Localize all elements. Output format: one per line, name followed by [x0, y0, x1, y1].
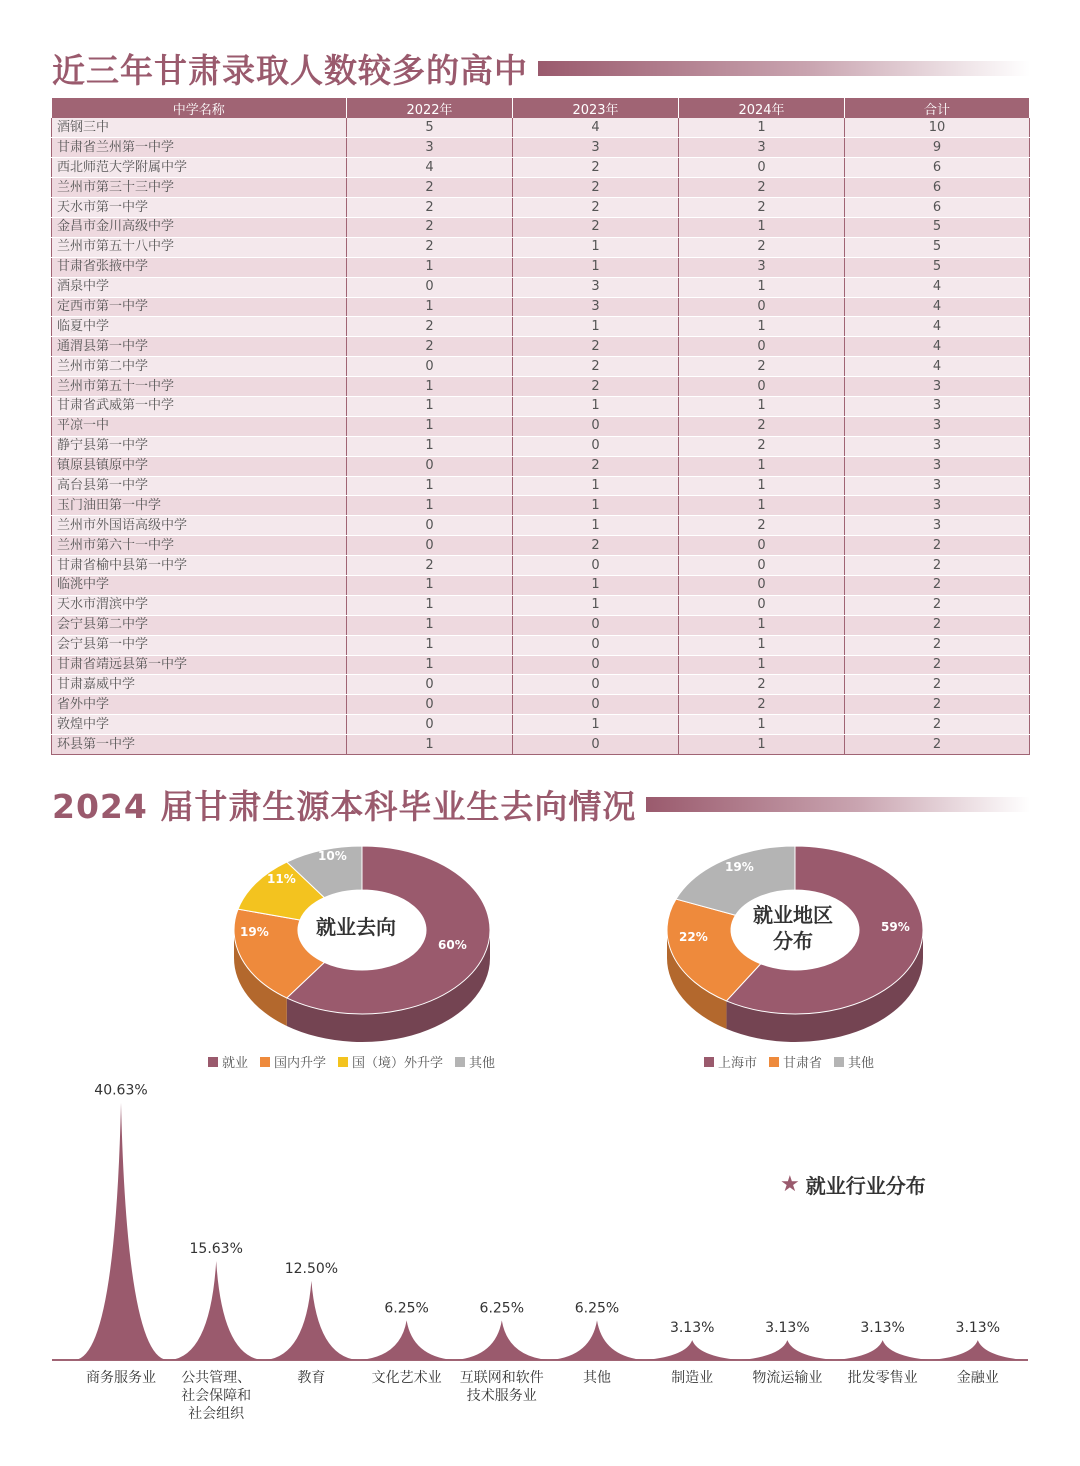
table-row — [52, 655, 1030, 675]
industry-chart-title — [780, 1170, 926, 1199]
count-cell: 4 — [845, 297, 1030, 317]
count-cell: 4 — [845, 317, 1030, 337]
table-row — [52, 377, 1030, 397]
industry-spike — [361, 1320, 453, 1360]
industry-spike — [170, 1261, 262, 1360]
industry-spike — [551, 1320, 643, 1360]
table-row — [52, 715, 1030, 735]
school-name-cell: 西北师范大学附属中学 — [52, 158, 347, 178]
count-cell: 4 — [845, 337, 1030, 357]
legend-label: 国内升学 — [274, 1056, 327, 1071]
school-name-cell: 天水市第一中学 — [52, 198, 347, 218]
industry-spike — [456, 1320, 548, 1360]
count-cell: 2 — [347, 237, 513, 257]
count-cell: 1 — [513, 396, 679, 416]
industry-category-label: 公共管理、 — [181, 1370, 252, 1386]
legend-label: 甘肃省 — [783, 1056, 823, 1071]
legend-swatch — [260, 1057, 270, 1067]
section-title-graduates — [52, 784, 1030, 824]
industry-spike — [741, 1340, 833, 1360]
count-cell: 4 — [845, 277, 1030, 297]
school-name-cell: 兰州市第二中学 — [52, 357, 347, 377]
count-cell: 3 — [845, 396, 1030, 416]
industry-category-label: 文化艺术业 — [371, 1370, 442, 1386]
industry-spike — [75, 1103, 167, 1360]
count-cell: 0 — [347, 715, 513, 735]
count-cell: 1 — [679, 277, 845, 297]
count-cell: 1 — [347, 377, 513, 397]
count-cell: 2 — [347, 217, 513, 237]
legend-label: 就业 — [222, 1056, 249, 1071]
count-cell: 3 — [845, 476, 1030, 496]
school-name-cell: 甘肃嘉威中学 — [52, 675, 347, 695]
slice-label-domestic-study: 19% — [240, 925, 269, 939]
donut-center-title: 就业去向 — [316, 915, 396, 939]
school-name-cell: 定西市第一中学 — [52, 297, 347, 317]
school-name-cell: 兰州市外国语高级中学 — [52, 516, 347, 536]
header-school-name: 中学名称 — [52, 98, 347, 118]
count-cell: 3 — [845, 436, 1030, 456]
donut-center-title — [729, 902, 857, 954]
count-cell: 0 — [347, 695, 513, 715]
industry-value-label: 3.13% — [860, 1320, 905, 1337]
count-cell: 1 — [513, 317, 679, 337]
count-cell: 2 — [513, 357, 679, 377]
legend-item-gansu — [769, 1052, 822, 1071]
count-cell: 0 — [347, 357, 513, 377]
count-cell: 1 — [347, 436, 513, 456]
count-cell: 1 — [513, 496, 679, 516]
employment-destination-donut — [222, 838, 502, 1048]
table-row — [52, 396, 1030, 416]
school-name-cell: 兰州市第五十八中学 — [52, 237, 347, 257]
count-cell: 0 — [347, 675, 513, 695]
table-row — [52, 615, 1030, 635]
count-cell: 1 — [347, 635, 513, 655]
table-row — [52, 277, 1030, 297]
school-name-cell: 兰州市第六十一中学 — [52, 536, 347, 556]
donut-legend-destination — [208, 1052, 495, 1071]
table-row — [52, 516, 1030, 536]
table-row — [52, 735, 1030, 755]
table-header-row — [52, 98, 1030, 118]
count-cell: 2 — [679, 237, 845, 257]
legend-label: 上海市 — [718, 1056, 758, 1071]
count-cell: 10 — [845, 118, 1030, 138]
count-cell: 2 — [679, 675, 845, 695]
count-cell: 6 — [845, 178, 1030, 198]
count-cell: 2 — [347, 198, 513, 218]
table-row — [52, 237, 1030, 257]
count-cell: 1 — [347, 476, 513, 496]
count-cell: 0 — [679, 556, 845, 576]
count-cell: 6 — [845, 158, 1030, 178]
count-cell: 0 — [513, 655, 679, 675]
count-cell: 2 — [679, 357, 845, 377]
count-cell: 6 — [845, 198, 1030, 218]
legend-item-domestic-study — [260, 1052, 326, 1071]
legend-swatch — [769, 1057, 779, 1067]
industry-category-label: 制造业 — [671, 1370, 714, 1386]
count-cell: 1 — [347, 396, 513, 416]
count-cell: 1 — [679, 655, 845, 675]
count-cell: 3 — [513, 277, 679, 297]
count-cell: 2 — [513, 337, 679, 357]
table-row — [52, 496, 1030, 516]
table-row — [52, 217, 1030, 237]
count-cell: 3 — [845, 377, 1030, 397]
slice-label-other: 10% — [318, 849, 347, 863]
school-name-cell: 玉门油田第一中学 — [52, 496, 347, 516]
industry-category-label: 社会组织 — [188, 1406, 245, 1422]
table-row — [52, 536, 1030, 556]
industry-value-label: 6.25% — [384, 1300, 429, 1317]
count-cell: 2 — [347, 317, 513, 337]
count-cell: 1 — [513, 575, 679, 595]
count-cell: 5 — [845, 237, 1030, 257]
count-cell: 0 — [513, 615, 679, 635]
count-cell: 1 — [347, 655, 513, 675]
school-name-cell: 会宁县第二中学 — [52, 615, 347, 635]
count-cell: 2 — [347, 556, 513, 576]
school-name-cell: 敦煌中学 — [52, 715, 347, 735]
count-cell: 4 — [347, 158, 513, 178]
slice-label-shanghai: 59% — [881, 920, 910, 934]
count-cell: 0 — [347, 277, 513, 297]
legend-label: 其他 — [469, 1056, 496, 1071]
count-cell: 3 — [679, 138, 845, 158]
count-cell: 2 — [679, 695, 845, 715]
table-row — [52, 357, 1030, 377]
table-row — [52, 416, 1030, 436]
count-cell: 1 — [679, 396, 845, 416]
legend-label: 其他 — [848, 1056, 875, 1071]
industry-value-label: 3.13% — [955, 1320, 1001, 1337]
slice-label-other: 19% — [725, 860, 754, 874]
school-name-cell: 临洮中学 — [52, 575, 347, 595]
industry-category-label: 社会保障和 — [181, 1388, 252, 1404]
table-row — [52, 595, 1030, 615]
industry-value-label: 6.25% — [479, 1300, 525, 1317]
count-cell: 5 — [845, 217, 1030, 237]
table-row — [52, 635, 1030, 655]
header-2024: 2024年 — [679, 98, 845, 118]
industry-value-label: 3.13% — [765, 1320, 810, 1337]
count-cell: 3 — [845, 416, 1030, 436]
count-cell: 2 — [513, 198, 679, 218]
count-cell: 2 — [845, 695, 1030, 715]
table-row — [52, 317, 1030, 337]
count-cell: 2 — [679, 436, 845, 456]
table-row — [52, 456, 1030, 476]
count-cell: 1 — [347, 496, 513, 516]
table-row — [52, 178, 1030, 198]
school-name-cell: 甘肃省榆中县第一中学 — [52, 556, 347, 576]
count-cell: 3 — [347, 138, 513, 158]
count-cell: 0 — [679, 377, 845, 397]
count-cell: 1 — [679, 317, 845, 337]
count-cell: 1 — [347, 735, 513, 755]
count-cell: 0 — [679, 536, 845, 556]
count-cell: 2 — [845, 715, 1030, 735]
count-cell: 1 — [513, 257, 679, 277]
school-name-cell: 甘肃省兰州第一中学 — [52, 138, 347, 158]
school-name-cell: 天水市渭滨中学 — [52, 595, 347, 615]
school-name-cell: 高台县第一中学 — [52, 476, 347, 496]
industry-category-label: 商务服务业 — [86, 1370, 156, 1386]
count-cell: 1 — [347, 257, 513, 277]
section-title-text: 近三年甘肃录取人数较多的高中 — [52, 50, 528, 90]
count-cell: 0 — [513, 735, 679, 755]
count-cell: 0 — [347, 516, 513, 536]
legend-swatch — [208, 1057, 218, 1067]
industry-category-label: 批发零售业 — [847, 1370, 918, 1386]
table-row — [52, 556, 1030, 576]
star-icon: ★ — [780, 1172, 800, 1197]
count-cell: 3 — [513, 297, 679, 317]
count-cell: 9 — [845, 138, 1030, 158]
count-cell: 0 — [513, 695, 679, 715]
count-cell: 2 — [845, 595, 1030, 615]
count-cell: 1 — [679, 476, 845, 496]
high-school-admission-table — [51, 98, 1030, 755]
donut-center-line: 分布 — [773, 929, 813, 953]
industry-category-label: 物流运输业 — [752, 1370, 823, 1386]
school-name-cell: 平凉一中 — [52, 416, 347, 436]
legend-swatch — [455, 1057, 465, 1067]
count-cell: 2 — [679, 198, 845, 218]
count-cell: 1 — [347, 575, 513, 595]
industry-chart-title-text: 就业行业分布 — [805, 1174, 926, 1198]
count-cell: 0 — [679, 297, 845, 317]
count-cell: 2 — [845, 635, 1030, 655]
legend-item-other — [834, 1052, 874, 1071]
count-cell: 2 — [845, 735, 1030, 755]
school-name-cell: 甘肃省武威第一中学 — [52, 396, 347, 416]
header-2022: 2022年 — [347, 98, 513, 118]
count-cell: 0 — [347, 536, 513, 556]
count-cell: 2 — [845, 536, 1030, 556]
school-name-cell: 会宁县第一中学 — [52, 635, 347, 655]
legend-item-other — [455, 1052, 495, 1071]
industry-spike — [837, 1340, 929, 1360]
school-name-cell: 镇原县镇原中学 — [52, 456, 347, 476]
count-cell: 1 — [347, 416, 513, 436]
industry-category-label: 互联网和软件 — [459, 1370, 544, 1386]
header-total: 合计 — [845, 98, 1030, 118]
school-name-cell: 临夏中学 — [52, 317, 347, 337]
count-cell: 1 — [513, 715, 679, 735]
count-cell: 4 — [513, 118, 679, 138]
count-cell: 1 — [347, 595, 513, 615]
table-row — [52, 257, 1030, 277]
count-cell: 1 — [679, 456, 845, 476]
count-cell: 3 — [845, 516, 1030, 536]
count-cell: 2 — [845, 655, 1030, 675]
school-name-cell: 酒泉中学 — [52, 277, 347, 297]
donut-legend-region — [704, 1052, 874, 1071]
count-cell: 0 — [513, 416, 679, 436]
count-cell: 1 — [679, 715, 845, 735]
table-row — [52, 118, 1030, 138]
table-row — [52, 198, 1030, 218]
count-cell: 1 — [679, 217, 845, 237]
table-row — [52, 436, 1030, 456]
table-row — [52, 476, 1030, 496]
employment-region-donut — [655, 838, 935, 1048]
count-cell: 0 — [513, 436, 679, 456]
table-row — [52, 695, 1030, 715]
table-body — [52, 118, 1030, 755]
count-cell: 0 — [347, 456, 513, 476]
industry-value-label: 3.13% — [669, 1320, 715, 1337]
count-cell: 4 — [845, 357, 1030, 377]
school-name-cell: 环县第一中学 — [52, 735, 347, 755]
industry-spike — [932, 1340, 1024, 1360]
legend-swatch — [834, 1057, 844, 1067]
slice-label-employment: 60% — [438, 938, 467, 952]
industry-category-label: 技术服务业 — [466, 1388, 537, 1404]
count-cell: 3 — [513, 138, 679, 158]
table-row — [52, 675, 1030, 695]
count-cell: 1 — [679, 635, 845, 655]
legend-item-employment — [208, 1052, 248, 1071]
count-cell: 5 — [347, 118, 513, 138]
count-cell: 1 — [513, 595, 679, 615]
school-name-cell: 酒钢三中 — [52, 118, 347, 138]
donut-center-line: 就业地区 — [753, 903, 833, 927]
school-name-cell: 兰州市第三十三中学 — [52, 178, 347, 198]
title-decor-bar — [538, 61, 1030, 76]
table-row — [52, 138, 1030, 158]
count-cell: 2 — [513, 377, 679, 397]
count-cell: 1 — [679, 615, 845, 635]
count-cell: 2 — [679, 178, 845, 198]
industry-category-label: 金融业 — [956, 1370, 999, 1386]
count-cell: 2 — [679, 516, 845, 536]
industry-distribution-chart — [0, 1070, 1080, 1460]
school-name-cell: 静宁县第一中学 — [52, 436, 347, 456]
table-row — [52, 297, 1030, 317]
industry-spike — [646, 1340, 738, 1360]
count-cell: 1 — [513, 476, 679, 496]
count-cell: 0 — [513, 635, 679, 655]
count-cell: 0 — [679, 337, 845, 357]
school-name-cell: 兰州市第五十一中学 — [52, 377, 347, 397]
count-cell: 1 — [513, 237, 679, 257]
count-cell: 1 — [347, 297, 513, 317]
industry-value-label: 15.63% — [189, 1241, 243, 1258]
count-cell: 2 — [845, 675, 1030, 695]
count-cell: 2 — [347, 337, 513, 357]
count-cell: 2 — [513, 178, 679, 198]
school-name-cell: 通渭县第一中学 — [52, 337, 347, 357]
count-cell: 2 — [513, 217, 679, 237]
count-cell: 0 — [679, 595, 845, 615]
count-cell: 1 — [347, 615, 513, 635]
count-cell: 3 — [845, 496, 1030, 516]
table-row — [52, 575, 1030, 595]
count-cell: 3 — [845, 456, 1030, 476]
legend-item-shanghai — [704, 1052, 757, 1071]
count-cell: 1 — [513, 516, 679, 536]
title-decor-bar — [646, 797, 1030, 812]
table-row — [52, 337, 1030, 357]
legend-label: 国（境）外升学 — [352, 1056, 444, 1071]
industry-spike — [265, 1281, 357, 1360]
count-cell: 2 — [347, 178, 513, 198]
count-cell: 1 — [679, 735, 845, 755]
count-cell: 0 — [679, 575, 845, 595]
school-name-cell: 甘肃省靖远县第一中学 — [52, 655, 347, 675]
school-name-cell: 金昌市金川高级中学 — [52, 217, 347, 237]
count-cell: 2 — [845, 556, 1030, 576]
slice-label-gansu: 22% — [679, 930, 708, 944]
section-title-high-schools — [52, 48, 1030, 88]
industry-category-label: 教育 — [297, 1370, 326, 1386]
slice-label-overseas-study: 11% — [267, 872, 296, 886]
count-cell: 1 — [679, 496, 845, 516]
count-cell: 0 — [679, 158, 845, 178]
count-cell: 0 — [513, 675, 679, 695]
industry-value-label: 40.63% — [94, 1082, 148, 1099]
legend-swatch — [338, 1057, 348, 1067]
count-cell: 2 — [679, 416, 845, 436]
legend-swatch — [704, 1057, 714, 1067]
count-cell: 2 — [513, 536, 679, 556]
industry-value-label: 12.50% — [284, 1260, 339, 1277]
count-cell: 0 — [513, 556, 679, 576]
table-row — [52, 158, 1030, 178]
count-cell: 1 — [679, 118, 845, 138]
count-cell: 5 — [845, 257, 1030, 277]
count-cell: 2 — [513, 456, 679, 476]
industry-value-label: 6.25% — [574, 1300, 620, 1317]
school-name-cell: 甘肃省张掖中学 — [52, 257, 347, 277]
header-2023: 2023年 — [513, 98, 679, 118]
industry-category-label: 其他 — [583, 1370, 611, 1386]
count-cell: 3 — [679, 257, 845, 277]
legend-item-overseas-study — [338, 1052, 443, 1071]
count-cell: 2 — [845, 615, 1030, 635]
count-cell: 2 — [513, 158, 679, 178]
section-title-text: 2024 届甘肃生源本科毕业生去向情况 — [52, 786, 637, 826]
school-name-cell: 省外中学 — [52, 695, 347, 715]
count-cell: 2 — [845, 575, 1030, 595]
